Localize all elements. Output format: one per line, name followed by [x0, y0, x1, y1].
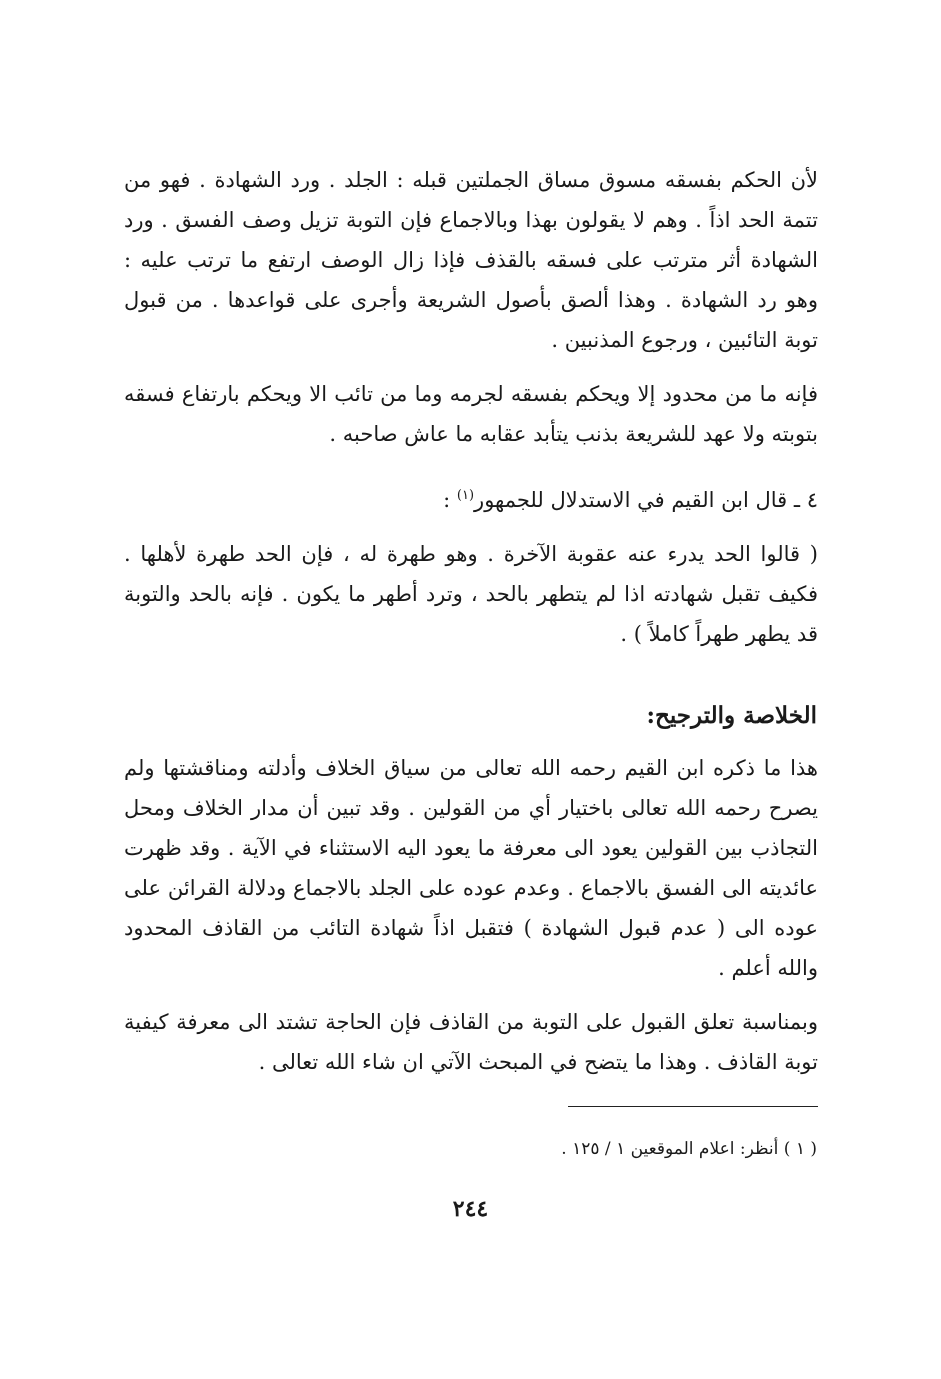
footnote-reference: (١)	[456, 488, 475, 503]
section-heading: الخلاصة والترجيح:	[646, 702, 817, 729]
paragraph-3-quote-intro	[124, 480, 818, 520]
quote-intro-colon: :	[443, 488, 457, 512]
paragraph-5: هذا ما ذكره ابن القيم رحمه الله تعالى من سياق الخلاف وأدلته ومناقشتها ولم يصرح رحمه الله تعالى باختيار أي من القولين . وقد تبين أن مدار الخلاف ومحل التجاذب بين القولين يعود الى معرفة ما يعود اليه الاستثناء في الآية . وقد ظهرت عائديته الى الفسق بالاجماع . وعدم عوده على الجلد بالاجماع ودلالة القرائن على عوده الى ( عدم قبول الشهادة ) فتقبل اذاً شهادة التائب من القاذف المحدود والله أعلم .	[124, 756, 818, 980]
paragraph-1: لأن الحكم بفسقه مسوق مساق الجملتين قبله : الجلد . ورد الشهادة . فهو من تتمة الحد اذاً . وهم لا يقولون بهذا وبالاجماع فإن التوبة تزيل وصف الفسق . ورد الشهادة أثر مترتب على فسقه بالقذف فإذا زال الوصف ارتفع ما ترتب عليه : وهو رد الشهادة . وهذا ألصق بأصول الشريعة وأجرى على قواعدها . من قبول توبة التائبين ، ورجوع المذنبين .	[124, 168, 818, 352]
quote-intro-text: ٤ ـ قال ابن القيم في الاستدلال للجمهور	[474, 488, 818, 512]
paragraph-2: فإنه ما من محدود إلا ويحكم بفسقه لجرمه وما من تائب الا ويحكم بارتفاع فسقه بتوبته ولا عهد للشريعة بذنب يتأبد عقابه ما عاش صاحبه .	[124, 382, 818, 446]
footnote: ( ١ ) أنظر: اعلام الموقعين ١ / ١٢٥ .	[561, 1139, 817, 1159]
paragraph-4-quote: ( قالوا الحد يدرء عنه عقوبة الآخرة . وهو طهرة له ، فإن الحد طهرة لأهلها . فكيف تقبل شهادته اذا لم يتطهر بالحد ، وترد أطهر ما يكون . فإنه بالحد والتوبة قد يطهر طهراً كاملاً ) .	[124, 542, 818, 646]
paragraph-6: وبمناسبة تعلق القبول على التوبة من القاذف فإن الحاجة تشتد الى معرفة كيفية توبة القاذف . وهذا ما يتضح في المبحث الآتي ان شاء الله تعالى .	[124, 1010, 818, 1074]
footnote-divider	[568, 1106, 818, 1107]
page-number: ٢٤٤	[452, 1196, 489, 1222]
